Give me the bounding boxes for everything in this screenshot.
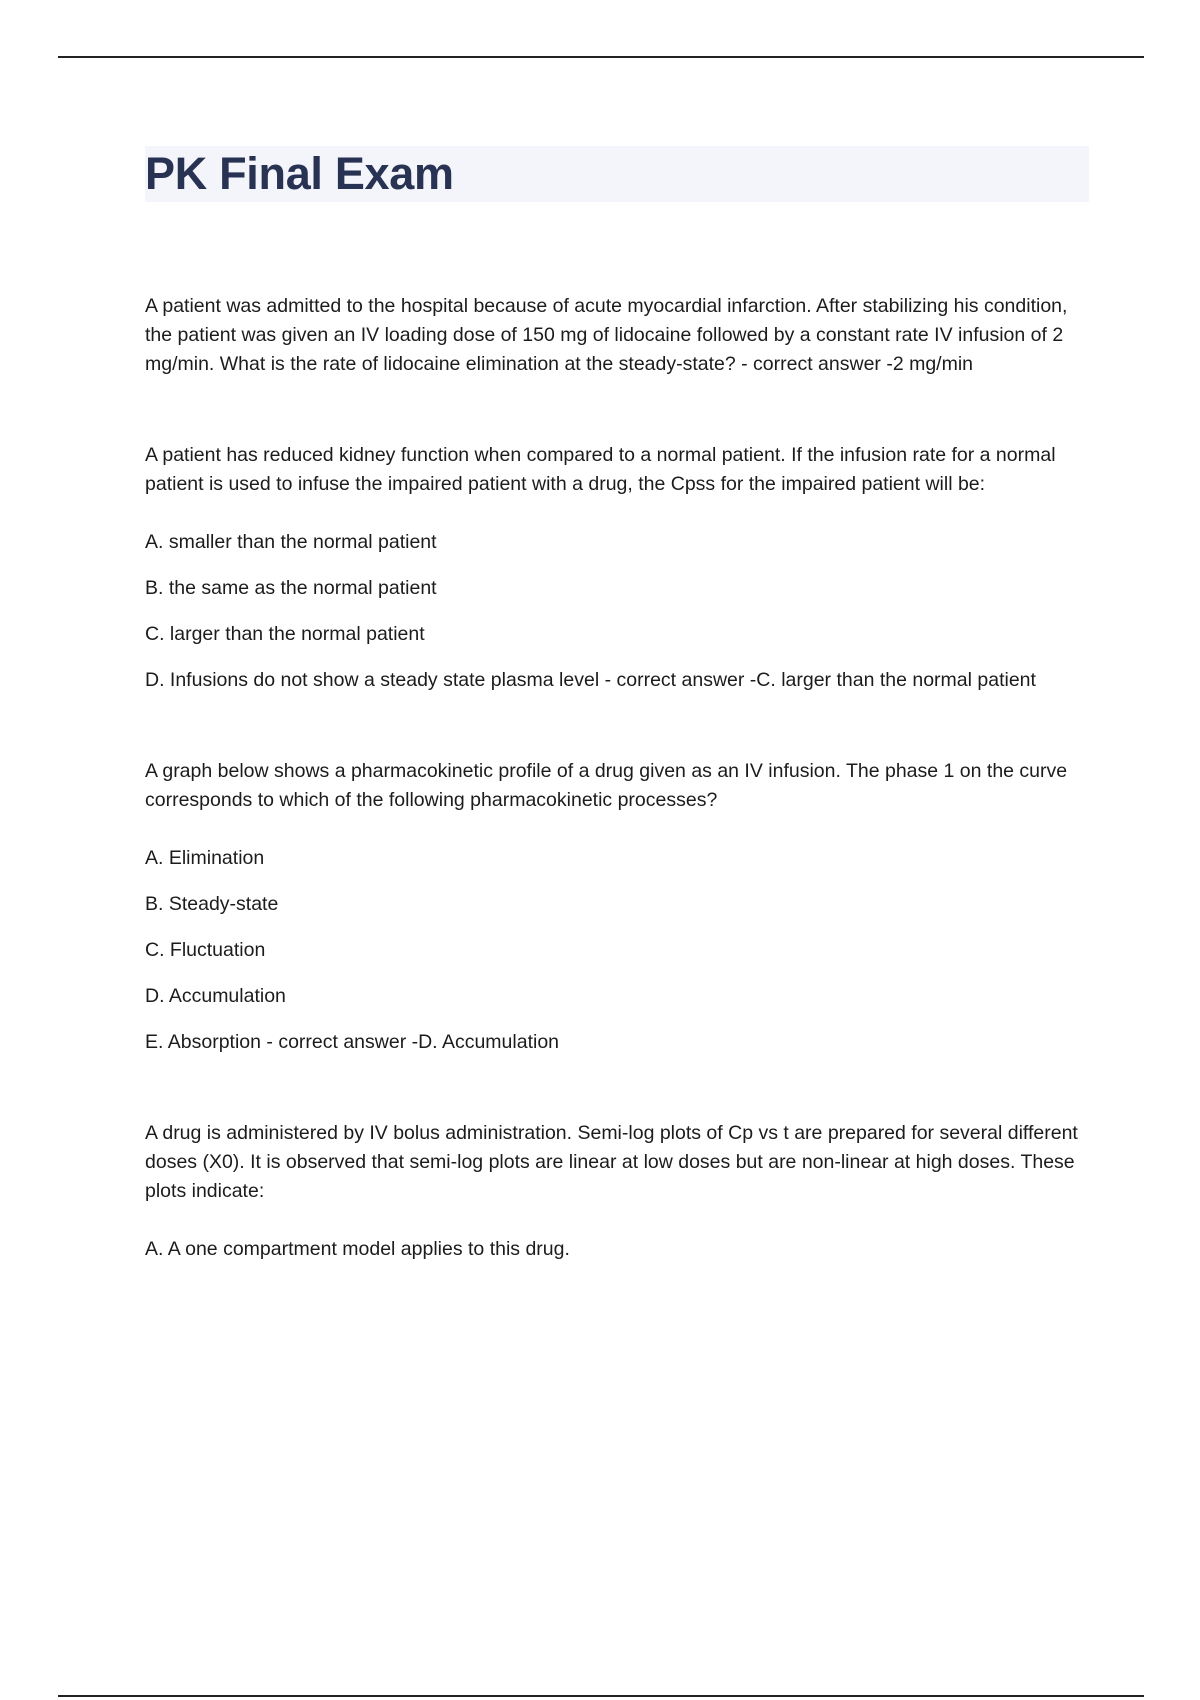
document-body: [145, 292, 1090, 1326]
answer-option: E. Absorption - correct answer -D. Accumulation: [145, 1031, 560, 1053]
question-text: A drug is administered by IV bolus administration. Semi-log plots of Cp vs t are prepared for several different doses (X0). It is observed that semi-log plots are linear at low doses but are non-linear at high doses. These plots indicate:: [145, 1122, 1078, 1202]
question-1: [145, 292, 1090, 379]
answer-option: B. the same as the normal patient: [145, 577, 437, 599]
answer-option: C. larger than the normal patient: [145, 623, 425, 645]
question-text: A patient was admitted to the hospital because of acute myocardial infarction. After stabilizing his condition, the patient was given an IV loading dose of 150 mg of lidocaine followed by a constant rate IV infusion of 2 mg/min. What is the rate of lidocaine elimination at the steady-state? - correct answer -2 mg/min: [145, 295, 1068, 375]
answer-option: D. Infusions do not show a steady state plasma level - correct answer -C. larger than the normal patient: [145, 669, 1036, 691]
question-2: [145, 441, 1090, 499]
answer-option: A. smaller than the normal patient: [145, 531, 437, 553]
top-divider: [58, 56, 1144, 58]
bottom-divider: [58, 1695, 1144, 1697]
document-title: PK Final Exam: [145, 148, 454, 199]
answer-options-4: [145, 1235, 1090, 1264]
answer-option: A. Elimination: [145, 847, 265, 869]
question-3: [145, 757, 1090, 815]
question-4: [145, 1119, 1090, 1206]
answer-option: B. Steady-state: [145, 893, 279, 915]
question-text: A patient has reduced kidney function when compared to a normal patient. If the infusion rate for a normal patient is used to infuse the impaired patient with a drug, the Cpss for the impaired patient will be:: [145, 444, 1056, 495]
question-text: A graph below shows a pharmacokinetic profile of a drug given as an IV infusion. The phase 1 on the curve corresponds to which of the following pharmacokinetic processes?: [145, 760, 1068, 811]
answer-option: D. Accumulation: [145, 985, 286, 1007]
answer-option: C. Fluctuation: [145, 939, 266, 961]
answer-options-3: [145, 844, 1090, 1057]
answer-option: A. A one compartment model applies to this drug.: [145, 1238, 570, 1260]
answer-options-2: [145, 528, 1090, 695]
